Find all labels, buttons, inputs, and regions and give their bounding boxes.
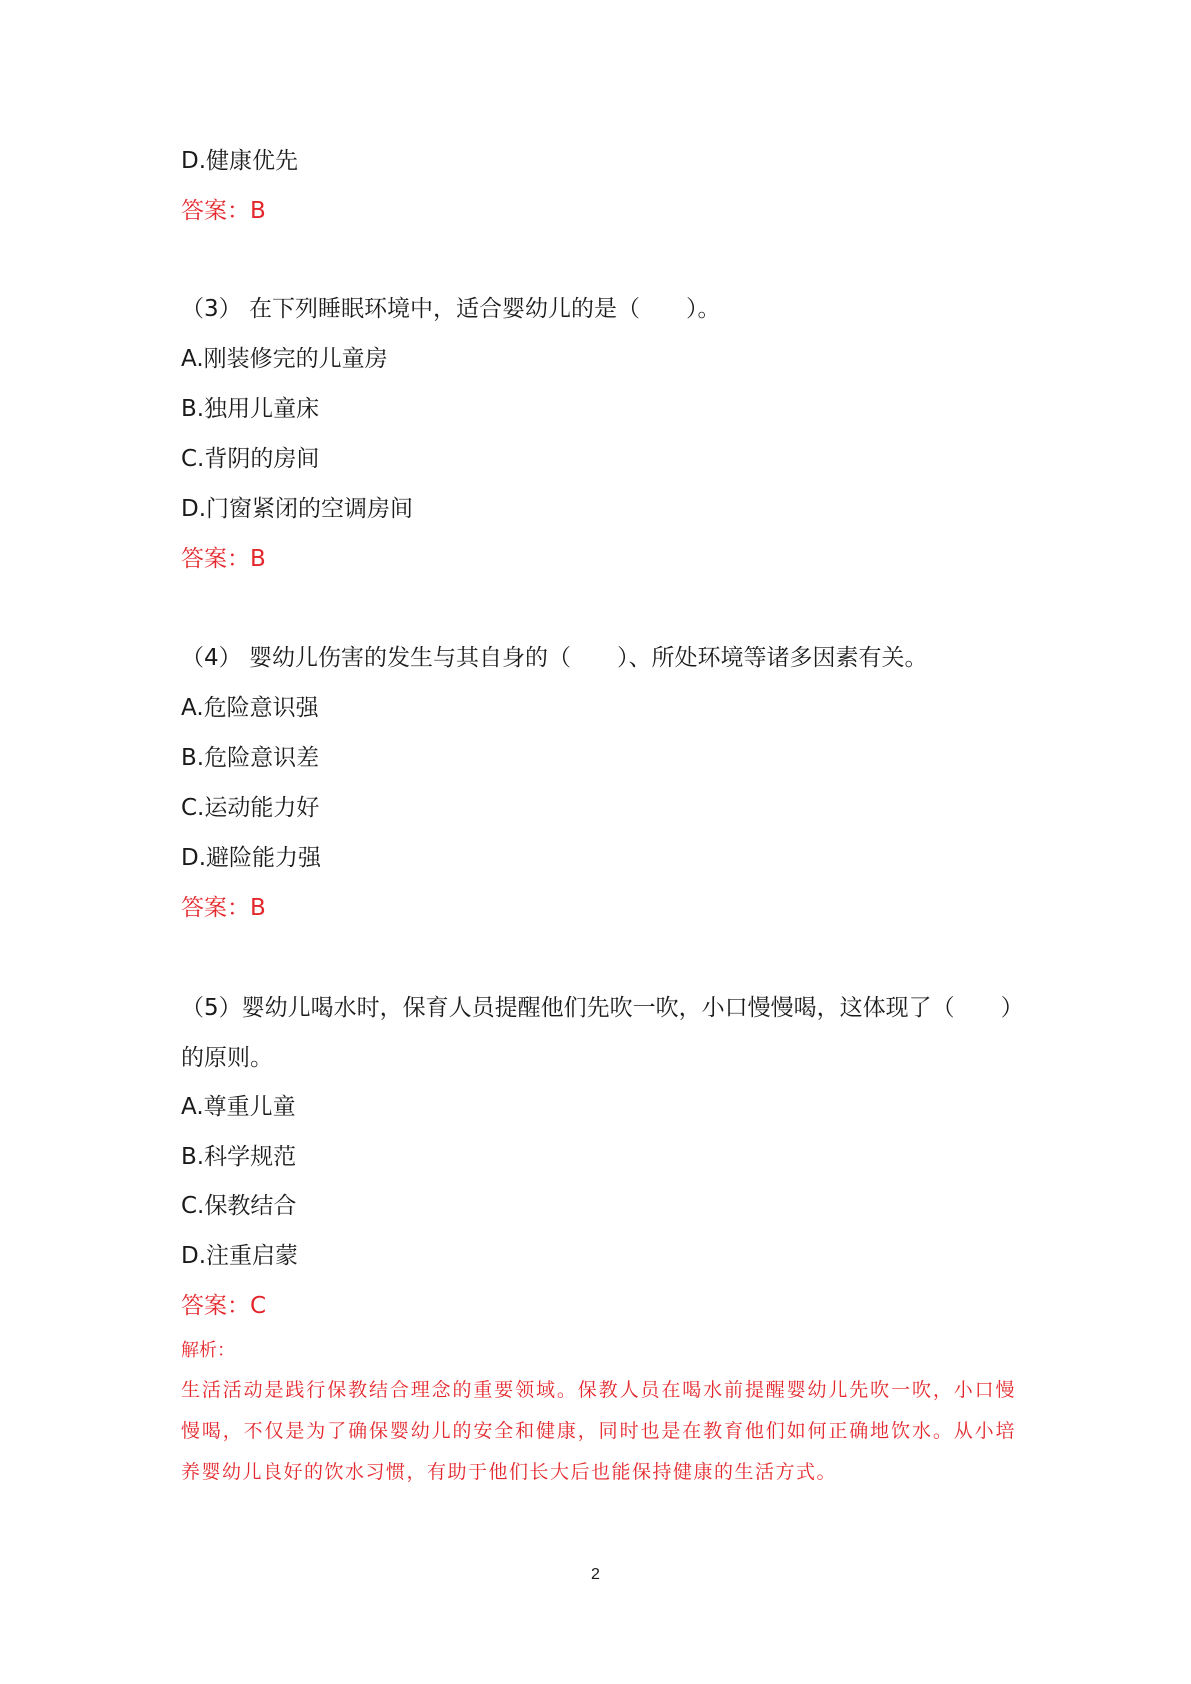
q5-option-c: C.保教结合 (181, 1193, 297, 1219)
page-number: 2 (591, 1566, 600, 1583)
q4-option-a: A.危险意识强 (181, 695, 319, 721)
q4-option-b: B.危险意识差 (181, 745, 320, 771)
q4-stem: （4） 婴幼儿伤害的发生与其自身的（ ）、所处环境等诸多因素有关。 (181, 645, 928, 671)
q2-option-d: D.健康优先 (181, 148, 299, 174)
q3-option-a: A.刚装修完的儿童房 (181, 346, 388, 372)
q3-stem: （3） 在下列睡眠环境中，适合婴幼儿的是（ ）。 (181, 296, 721, 322)
q3-option-c: C.背阴的房间 (181, 446, 320, 472)
q3-option-b: B.独用儿童床 (181, 396, 320, 422)
q5-option-d: D.注重启蒙 (181, 1243, 299, 1269)
q3-answer: 答案：B (181, 546, 266, 572)
q4-option-d: D.避险能力强 (181, 845, 322, 871)
q5-option-b: B.科学规范 (181, 1144, 297, 1170)
q3-option-d: D.门窗紧闭的空调房间 (181, 496, 414, 522)
q5-stem-line2: 的原则。 (181, 1045, 273, 1071)
q5-option-a: A.尊重儿童 (181, 1094, 296, 1120)
q4-option-c: C.运动能力好 (181, 795, 320, 821)
q2-answer: 答案：B (181, 198, 266, 224)
q4-answer: 答案：B (181, 895, 266, 921)
q5-analysis-text: 生活活动是践行保教结合理念的重要领域。保教人员在喝水前提醒婴幼儿先吹一吹，小口慢慢喝，不仅是为了确保婴幼儿的安全和健康，同时也是在教育他们如何正确地饮水。从小培养婴幼儿良好的饮水习惯，有助于他们长大后也能保持健康的生活方式。 (181, 1379, 1016, 1483)
q5-answer: 答案：C (181, 1293, 267, 1319)
q5-stem-line1: （5）婴幼儿喝水时，保育人员提醒他们先吹一吹，小口慢慢喝，这体现了（ ） (181, 995, 1024, 1021)
q5-analysis-title: 解析： (181, 1340, 235, 1361)
